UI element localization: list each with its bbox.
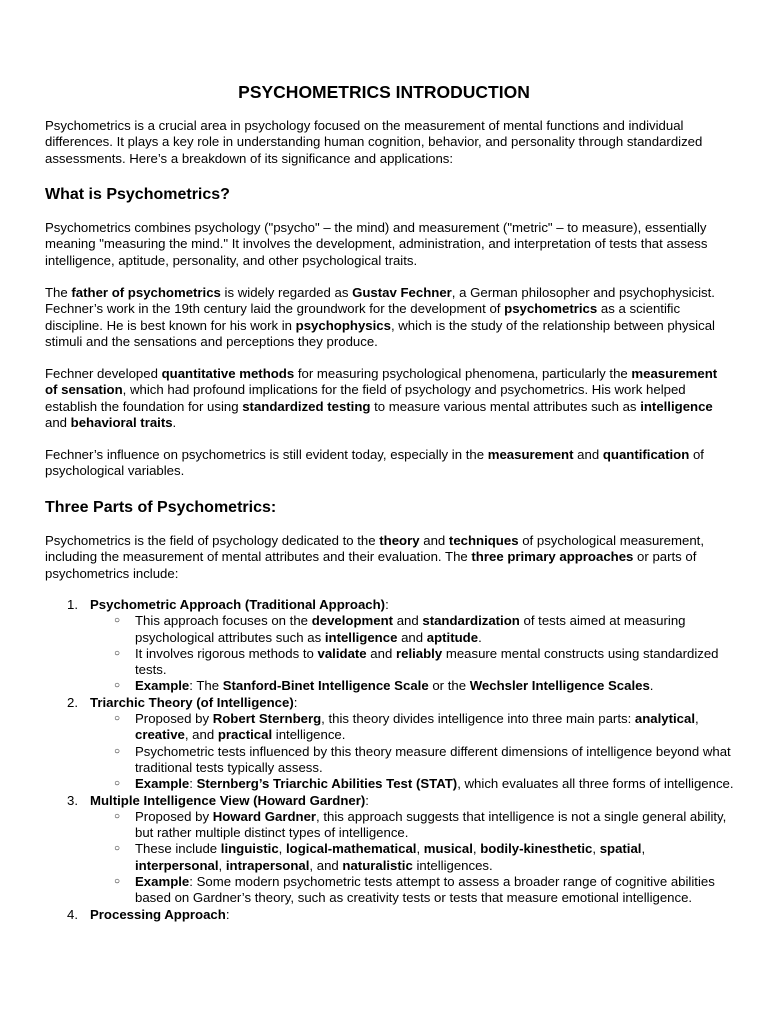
text-run: , a German philosopher and psychophysicist. Fechner’s work in the 19th century laid the groundwork for the development of (45, 285, 715, 317)
bold-text: Example (135, 776, 190, 792)
list-number: 1. (67, 597, 78, 612)
text-run: The (45, 285, 72, 300)
bold-text: intelligence (324, 629, 398, 645)
text-run: or the (428, 678, 470, 694)
text-run: , which had profound implications for the field of psychology and psychometrics. His work helped establish the foundation for using (45, 382, 686, 414)
bold-text: Example (135, 678, 190, 694)
sub-list (90, 613, 735, 694)
bold-text: Example (135, 874, 190, 890)
list-item-title (90, 695, 735, 711)
bold-text: standardized testing (242, 398, 371, 414)
list-item (45, 597, 735, 695)
bold-text: measurement (487, 447, 574, 462)
text-run: to measure various mental attributes such as (370, 398, 641, 414)
sub-list-item (90, 874, 735, 907)
sub-list-item (90, 711, 735, 744)
bold-text: musical (423, 841, 473, 857)
text-run: Proposed by (135, 711, 213, 727)
text-run: . (172, 414, 177, 430)
bold-text: practical (217, 727, 273, 743)
text-run: of psychological measurement, including the measurement of mental attributes and their evaluation. The (45, 533, 704, 565)
list-item (45, 907, 735, 923)
text-run: , (641, 841, 646, 857)
bold-text: logical-mathematical (286, 841, 417, 857)
circle-bullet-icon: ○ (114, 713, 121, 725)
text-run: , which evaluates all three forms of intelligence. (457, 776, 734, 792)
bold-text: analytical (634, 711, 696, 727)
list-item (45, 793, 735, 907)
list-number: 4. (67, 906, 78, 922)
text-run: , and (309, 857, 343, 873)
bold-text: naturalistic (342, 857, 413, 873)
text-run: : (189, 776, 197, 792)
text-run: and (393, 613, 423, 629)
text-run: , this approach suggests that intelligence is not a single general ability, but rather multiple distinct types of intelligence. (135, 808, 727, 841)
text-run: : (385, 597, 389, 612)
bold-text: linguistic (220, 841, 279, 857)
fechner-influence-paragraph (45, 447, 725, 480)
text-run: intelligences. (412, 857, 493, 873)
circle-bullet-icon: ○ (114, 615, 121, 627)
text-run: , which is the study of the relationship between physical stimuli and the sensations and perceptions they produce. (45, 317, 715, 349)
text-run: These include (135, 841, 221, 857)
sub-list-item (90, 613, 735, 646)
text-run: and (573, 447, 603, 462)
bold-text: three primary approaches (471, 549, 634, 565)
bold-text: psychophysics (295, 317, 391, 333)
text-run: Proposed by (135, 808, 213, 824)
text-run: : Some modern psychometric tests attempt to assess a broader range of cognitive abilities based on Gardner’s theory, such as creativity tests or tests that measure emotional intelligence. (135, 874, 715, 906)
text-run: for measuring psychological phenomena, particularly the (294, 366, 632, 381)
text-run: , (416, 841, 424, 857)
definition-paragraph: Psychometrics combines psychology ("psycho" – the mind) and measurement ("metric" – to measure), essentially meaning "measuring the mind." It involves the development, administration, and interpretation of tests that assess intelligence, aptitude, personality, and other psychological traits. (45, 220, 708, 268)
text-run: , (218, 857, 226, 873)
sub-list-item (90, 678, 735, 694)
sub-list-item (90, 809, 735, 842)
sub-list (90, 711, 735, 792)
list-number: 3. (67, 792, 78, 808)
list-number: 2. (67, 694, 78, 710)
text-run: Fechner developed (45, 366, 162, 381)
text-run: as a scientific discipline. He is best known for his work in (45, 301, 681, 333)
bold-text: Sternberg’s Triarchic Abilities Test (STAT) (196, 776, 458, 792)
text-run: measure mental constructs using standardized tests. (135, 645, 719, 678)
bold-text: development (311, 613, 394, 629)
bold-text: spatial (599, 841, 642, 857)
text-run: : (365, 792, 369, 808)
circle-bullet-icon: ○ (114, 778, 121, 790)
text-run: , (592, 841, 600, 857)
text-run: Psychometric tests influenced by this theory measure different dimensions of intelligence beyond what traditional tests typically assess. (135, 743, 731, 775)
circle-bullet-icon: ○ (114, 647, 121, 659)
section-heading-three-parts: Three Parts of Psychometrics: (45, 499, 277, 516)
text-run: , (472, 841, 481, 857)
text-run: This approach focuses on the (135, 613, 312, 629)
bold-text: father of psychometrics (71, 285, 221, 300)
sub-list-item (90, 744, 735, 777)
sub-list-item (90, 776, 735, 792)
bold-text: behavioral traits (70, 414, 173, 430)
bold-text: Triarchic Theory (of Intelligence) (90, 694, 294, 710)
bold-text: Psychometric Approach (Traditional Approach) (90, 597, 386, 612)
bold-text: validate (317, 645, 367, 661)
bold-text: standardization (422, 613, 520, 629)
three-parts-paragraph (45, 533, 725, 582)
bold-text: Processing Approach (90, 906, 226, 922)
bold-text: Stanford-Binet Intelligence Scale (222, 678, 429, 694)
text-run: and (366, 645, 396, 661)
list-item-title (90, 907, 735, 923)
bold-text: creative (135, 727, 185, 743)
fechner-paragraph (45, 285, 725, 350)
section-heading-what-is: What is Psychometrics? (45, 186, 230, 203)
list-item-title (90, 793, 735, 809)
text-run: . (478, 629, 482, 645)
text-run: , this theory divides intelligence into three main parts: (321, 711, 635, 727)
sub-list-item (90, 841, 735, 874)
text-run: and (397, 629, 427, 645)
bold-text: measurement of sensation (45, 366, 718, 398)
bold-text: Gustav Fechner (352, 285, 452, 300)
document-title: PSYCHOMETRICS INTRODUCTION (238, 82, 530, 102)
text-run: and (45, 414, 71, 430)
text-run: is widely regarded as (220, 285, 353, 300)
circle-bullet-icon: ○ (114, 810, 121, 822)
text-run: intelligence. (272, 727, 346, 743)
text-run: , (695, 711, 699, 727)
intro-paragraph: Psychometrics is a crucial area in psychology focused on the measurement of mental functions and individual differences. It plays a key role in understanding human cognition, behavior, and personality through standardized assessments. Here’s a breakdown of its significance and applications: (45, 118, 703, 166)
sub-list-item (90, 646, 735, 679)
bold-text: Robert Sternberg (212, 711, 322, 727)
list-item (45, 695, 735, 793)
text-run: : The (189, 678, 223, 694)
text-run: and (419, 533, 449, 548)
text-run: , (278, 841, 286, 857)
bold-text: Multiple Intelligence View (Howard Gardner) (90, 792, 366, 808)
circle-bullet-icon: ○ (114, 843, 121, 855)
text-run: : (293, 694, 298, 710)
sub-list (90, 809, 735, 907)
text-run: of psychological variables. (45, 447, 704, 479)
text-run: : (225, 906, 230, 922)
bold-text: techniques (448, 533, 519, 548)
text-run: , and (184, 727, 218, 743)
bold-text: reliably (395, 645, 443, 661)
bold-text: quantitative methods (161, 366, 295, 381)
bold-text: aptitude (426, 629, 479, 645)
bold-text: Wechsler Intelligence Scales (469, 678, 650, 694)
approaches-list (45, 597, 735, 923)
fechner-methods-paragraph (45, 366, 725, 431)
circle-bullet-icon: ○ (114, 876, 121, 888)
circle-bullet-icon: ○ (114, 745, 121, 757)
bold-text: Howard Gardner (212, 808, 317, 824)
bold-text: theory (379, 533, 420, 548)
text-run: It involves rigorous methods to (135, 645, 318, 661)
circle-bullet-icon: ○ (114, 680, 121, 692)
bold-text: bodily-kinesthetic (480, 841, 593, 857)
bold-text: psychometrics (504, 301, 598, 317)
text-run: Psychometrics is the field of psychology dedicated to the (45, 533, 380, 548)
bold-text: interpersonal (135, 857, 219, 873)
bold-text: intelligence (640, 398, 713, 414)
text-run: of tests aimed at measuring psychological attributes such as (135, 613, 686, 645)
text-run: . (649, 678, 654, 694)
text-run: or parts of psychometrics include: (45, 549, 697, 581)
list-item-title (90, 597, 735, 613)
text-run: Fechner’s influence on psychometrics is still evident today, especially in the (45, 447, 488, 462)
bold-text: quantification (602, 447, 690, 462)
bold-text: intrapersonal (225, 857, 310, 873)
